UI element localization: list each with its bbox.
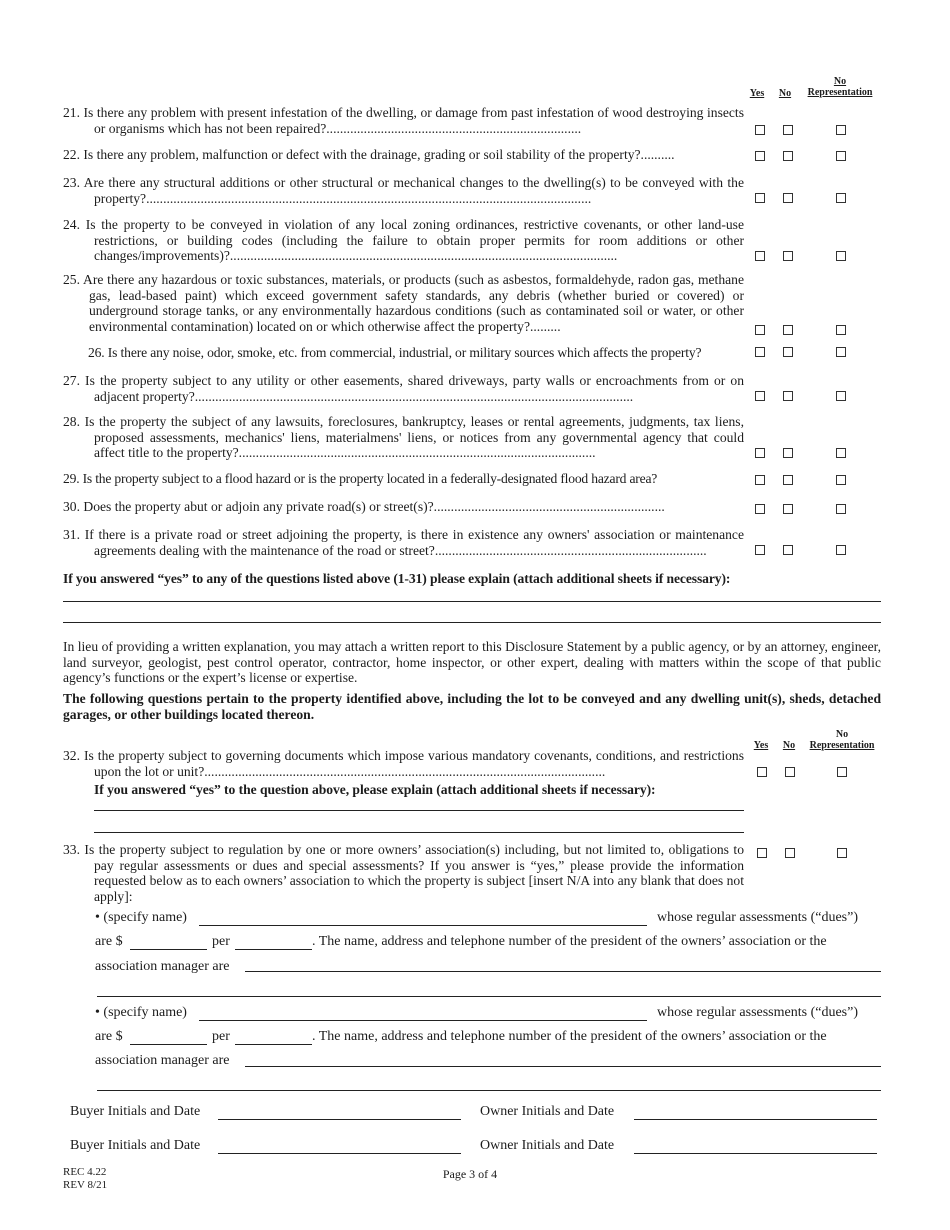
form-number: REC 4.22	[63, 1166, 107, 1178]
in-lieu-paragraph: In lieu of providing a written explanation, you may attach a written report to this Disclosure Statement by a public agency, or by an attorney, engineer, land surveyor, geologist, pest control operator, contractor, home inspector, or other expert, dealing with matters within the scope of that public agency’s functions or the expert’s license or expertise.	[63, 639, 881, 685]
assoc1-period-field[interactable]	[235, 949, 312, 950]
q32-explain-instruction: If you answered “yes” to the question above, please explain (attach additional sheets if necessary):	[94, 782, 656, 797]
q25-norep-checkbox[interactable]	[836, 325, 846, 335]
q33-norep-checkbox[interactable]	[837, 848, 847, 858]
question-33	[63, 842, 744, 904]
assoc2-amount-field[interactable]	[130, 1044, 207, 1045]
assoc2-are-label: are $	[95, 1029, 123, 1044]
buyer-initials-field-1[interactable]	[218, 1119, 461, 1120]
no-column-header-2: No	[782, 740, 796, 751]
no-rep-line2: Representation	[807, 87, 873, 98]
q25-no-checkbox[interactable]	[783, 325, 793, 335]
assoc2-manager-field[interactable]	[245, 1066, 881, 1067]
question-30	[63, 499, 744, 515]
q31-norep-checkbox[interactable]	[836, 545, 846, 555]
q29-no-checkbox[interactable]	[783, 475, 793, 485]
q29-yes-checkbox[interactable]	[755, 475, 765, 485]
q31-no-checkbox[interactable]	[783, 545, 793, 555]
question-text: 24. Is the property to be conveyed in violation of any local zoning ordinances, restrictive covenants, or other land-use restrictions, or building codes (including the failure to obtain proper permits for room additions or other changes/improvements)?..................................................................................................................	[63, 217, 744, 263]
q28-no-checkbox[interactable]	[783, 448, 793, 458]
no-representation-column-header-2	[802, 729, 882, 751]
no-rep-line1: No	[833, 76, 847, 87]
assoc2-specify-label: • (specify name)	[95, 1005, 187, 1020]
q32-norep-checkbox[interactable]	[837, 767, 847, 777]
q24-norep-checkbox[interactable]	[836, 251, 846, 261]
q22-no-checkbox[interactable]	[783, 151, 793, 161]
question-text: 32. Is the property subject to governing documents which impose various mandatory covenants, conditions, and restrictions upon the lot or unit?......................................................................................................................	[63, 748, 744, 779]
assoc1-specify-label: • (specify name)	[95, 910, 187, 925]
no-rep-line2: Representation	[809, 740, 875, 751]
question-23	[63, 175, 744, 206]
q25-yes-checkbox[interactable]	[755, 325, 765, 335]
page-number: Page 3 of 4	[442, 1167, 498, 1181]
q28-yes-checkbox[interactable]	[755, 448, 765, 458]
explain-line-1[interactable]	[63, 601, 881, 602]
q24-yes-checkbox[interactable]	[755, 251, 765, 261]
yes-column-header: Yes	[749, 88, 765, 99]
yes-column-header-2: Yes	[753, 740, 769, 751]
owner-initials-field-1[interactable]	[634, 1119, 877, 1120]
question-text: 21. Is there any problem with present infestation of the dwelling, or damage from past infestation of wood destroying insects or organisms which has not been repaired?...........................................................................	[63, 105, 744, 136]
question-31	[63, 527, 744, 558]
question-text: 26. Is there any noise, odor, smoke, etc. from commercial, industrial, or military sources which affects the property?	[88, 345, 702, 360]
question-text: 28. Is the property the subject of any lawsuits, foreclosures, bankruptcy, leases or rental agreements, judgments, tax liens, proposed assessments, mechanics' liens, materialmens' liens, or notices from any governmental agency that could affect title to the property?.........................................................................................................	[63, 414, 744, 460]
owner-initials-label-1: Owner Initials and Date	[480, 1104, 615, 1119]
q33-no-checkbox[interactable]	[785, 848, 795, 858]
assoc2-period-field[interactable]	[235, 1044, 312, 1045]
q23-no-checkbox[interactable]	[783, 193, 793, 203]
q22-norep-checkbox[interactable]	[836, 151, 846, 161]
question-text: 30. Does the property abut or adjoin any private road(s) or street(s)?....................................................................	[63, 499, 665, 514]
assoc2-name-address-text: . The name, address and telephone number of the president of the owners’ association or the	[312, 1029, 827, 1044]
q22-yes-checkbox[interactable]	[755, 151, 765, 161]
buyer-initials-label-2: Buyer Initials and Date	[70, 1138, 201, 1153]
assoc2-per-label: per	[212, 1029, 230, 1044]
q27-norep-checkbox[interactable]	[836, 391, 846, 401]
q31-yes-checkbox[interactable]	[755, 545, 765, 555]
q32-explain-line-2[interactable]	[94, 832, 744, 833]
question-29	[63, 471, 744, 487]
q23-yes-checkbox[interactable]	[755, 193, 765, 203]
q21-no-checkbox[interactable]	[783, 125, 793, 135]
question-text: 27. Is the property subject to any utility or other easements, shared driveways, party walls or encroachments from or on adjacent property?.................................................................................................................................	[63, 373, 744, 404]
q26-yes-checkbox[interactable]	[755, 347, 765, 357]
assoc1-name-address-text: . The name, address and telephone number of the president of the owners’ association or the	[312, 934, 827, 949]
question-24	[63, 217, 744, 264]
no-rep-line1: No	[835, 729, 849, 740]
explain-instruction-1-31: If you answered “yes” to any of the questions listed above (1-31) please explain (attach additional sheets if necessary):	[63, 571, 731, 586]
assoc1-manager-field-2[interactable]	[97, 996, 881, 997]
q21-norep-checkbox[interactable]	[836, 125, 846, 135]
question-text: 29. Is the property subject to a flood hazard or is the property located in a federally-designated flood hazard area?	[63, 471, 658, 486]
assoc1-amount-field[interactable]	[130, 949, 207, 950]
no-column-header: No	[778, 88, 792, 99]
assoc2-whose-label: whose regular assessments (“dues”)	[657, 1005, 858, 1020]
explain-line-2[interactable]	[63, 622, 881, 623]
question-27	[63, 373, 744, 404]
q28-norep-checkbox[interactable]	[836, 448, 846, 458]
q30-norep-checkbox[interactable]	[836, 504, 846, 514]
question-text: 23. Are there any structural additions or other structural or mechanical changes to the dwelling(s) to be conveyed with the property?...................................................................................................................................	[63, 175, 744, 206]
assoc1-are-label: are $	[95, 934, 123, 949]
assoc1-manager-field[interactable]	[245, 971, 881, 972]
buyer-initials-label-1: Buyer Initials and Date	[70, 1104, 201, 1119]
question-text: 31. If there is a private road or street adjoining the property, is there in existence any owners' association or maintenance agreements dealing with the maintenance of the road or street?................................................................................	[63, 527, 744, 558]
question-26	[88, 345, 748, 361]
q33-yes-checkbox[interactable]	[757, 848, 767, 858]
question-text: 25. Are there any hazardous or toxic substances, materials, or products (such as asbestos, formaldehyde, radon gas, methane gas, lead-based paint) which exceed government safety standards, any debris (whether buried or covered) or underground storage tanks, or any environmentally hazardous conditions (such as contaminated soil or water, or other environmental contamination) located on or which otherwise affect the property?.........	[63, 272, 744, 334]
buyer-initials-field-2[interactable]	[218, 1153, 461, 1154]
question-22	[63, 147, 744, 163]
q27-yes-checkbox[interactable]	[755, 391, 765, 401]
q21-yes-checkbox[interactable]	[755, 125, 765, 135]
q26-norep-checkbox[interactable]	[836, 347, 846, 357]
q26-no-checkbox[interactable]	[783, 347, 793, 357]
q32-yes-checkbox[interactable]	[757, 767, 767, 777]
q30-yes-checkbox[interactable]	[755, 504, 765, 514]
no-representation-column-header	[800, 76, 880, 98]
question-text: 33. Is the property subject to regulation by one or more owners’ association(s) including, but not limited to, obligations to pay regular assessments or dues and special assessments? If you answer is “yes,” please provide the information requested below as to each owners’ association to which the property is subject [insert N/A into any blank that does not apply]:	[63, 842, 744, 904]
following-questions-paragraph: The following questions pertain to the property identified above, including the lot to be conveyed and any dwelling unit(s), sheds, detached garages, or other buildings located thereon.	[63, 691, 881, 722]
assoc2-manager-label: association manager are	[95, 1053, 230, 1068]
assoc1-manager-label: association manager are	[95, 959, 230, 974]
assoc1-name-field[interactable]	[199, 925, 647, 926]
question-28	[63, 414, 744, 461]
assoc2-manager-field-2[interactable]	[97, 1090, 881, 1091]
owner-initials-field-2[interactable]	[634, 1153, 877, 1154]
q32-explain-line-1[interactable]	[94, 810, 744, 811]
assoc2-name-field[interactable]	[199, 1020, 647, 1021]
question-25	[63, 272, 744, 334]
assoc1-whose-label: whose regular assessments (“dues”)	[657, 910, 858, 925]
q29-norep-checkbox[interactable]	[836, 475, 846, 485]
question-text: 22. Is there any problem, malfunction or defect with the drainage, grading or soil stability of the property?..........	[63, 147, 675, 162]
q27-no-checkbox[interactable]	[783, 391, 793, 401]
assoc1-per-label: per	[212, 934, 230, 949]
form-revision: REV 8/21	[63, 1179, 108, 1191]
question-21	[63, 105, 744, 136]
question-32	[63, 748, 744, 779]
q30-no-checkbox[interactable]	[783, 504, 793, 514]
q24-no-checkbox[interactable]	[783, 251, 793, 261]
q32-no-checkbox[interactable]	[785, 767, 795, 777]
q23-norep-checkbox[interactable]	[836, 193, 846, 203]
owner-initials-label-2: Owner Initials and Date	[480, 1138, 615, 1153]
